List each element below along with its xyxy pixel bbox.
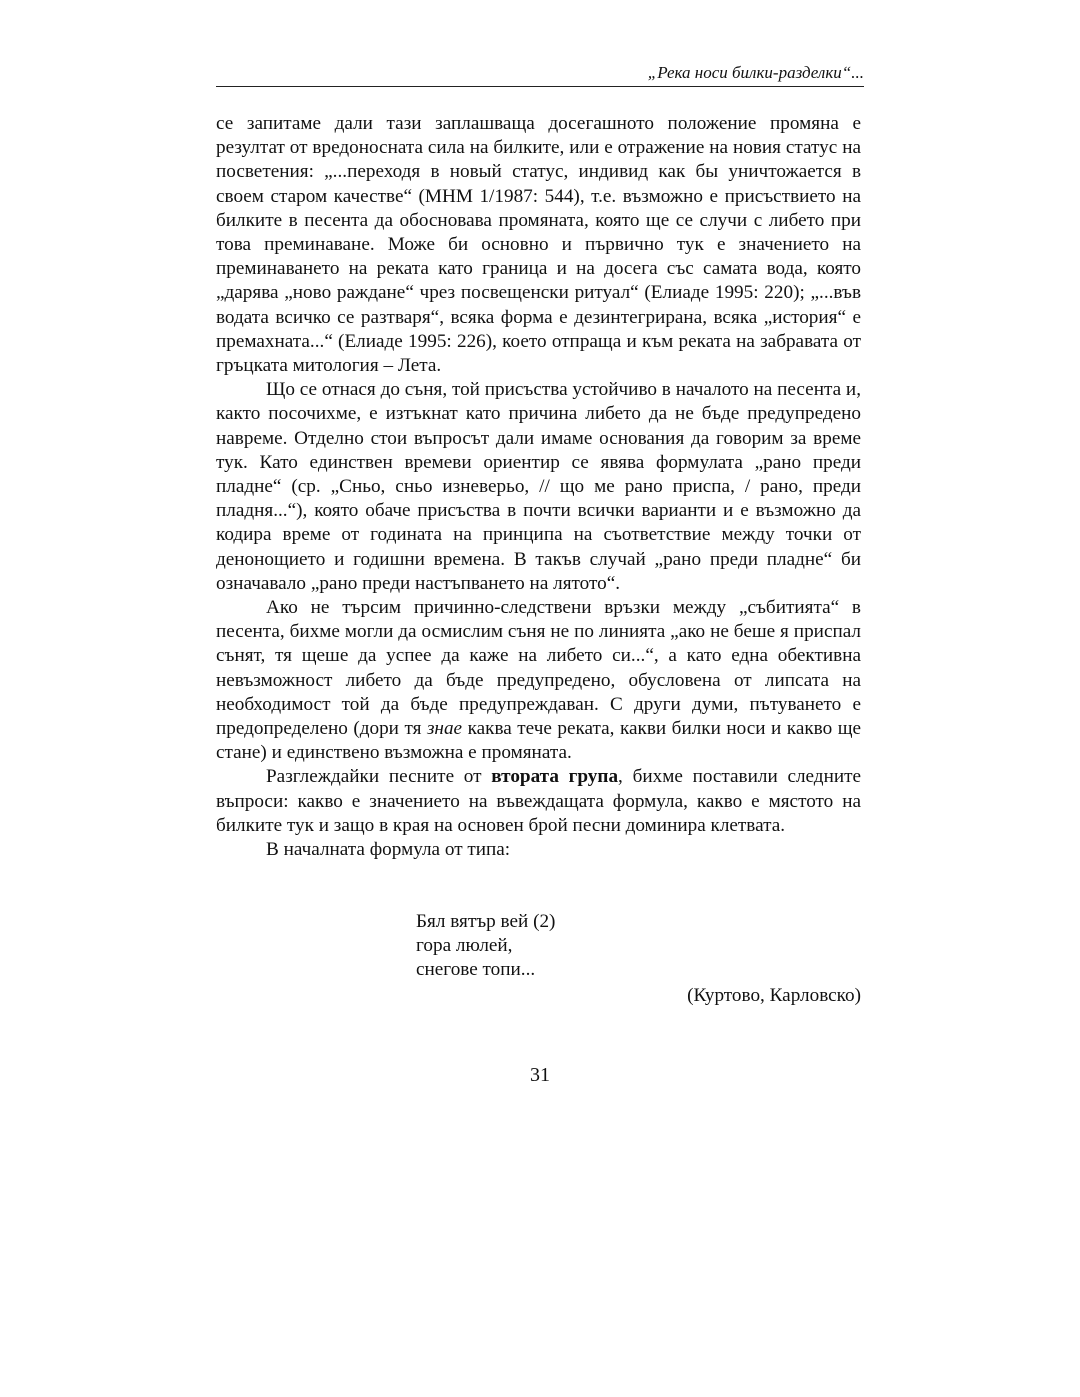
verse-quote — [416, 910, 861, 982]
verse-line-3: снегове топи... — [416, 959, 536, 981]
paragraph-3-italic-word: знае — [426, 718, 463, 740]
paragraph-4 — [216, 765, 861, 838]
verse-source: (Куртово, Карловско) — [687, 985, 861, 1007]
running-header — [216, 62, 864, 87]
verse-line-2: гора люлей, — [416, 935, 513, 957]
paragraph-3-text-a: Ако не търсим причинно-следствени връзки между „събитията“ в песента, бихме могли да осмислим съня не по линията „ако не беше я приспал сънят, тя щеше да успее да каже на либето си...“, а като една обективна невъзможност либето да бъде предупредено, обусловена от липсата на необходимост той да бъде предупреждаван. С други думи, пътуването е предопределено (дори тя — [216, 597, 861, 740]
paragraph-4-text-b: , бихме поставили следните въпроси: какво е значението на въвеждащата формула, какво е мястото на билките тук и защо в края на основен брой песни доминира клетвата. — [216, 766, 862, 836]
running-title: „Река носи билки-разделки“... — [647, 63, 864, 82]
paragraph-4-bold-term: втората група — [491, 766, 619, 788]
paragraph-3-text-b: каква тече реката, какви билки носи и какво ще стане) и единствено възможна е промяната. — [216, 718, 861, 764]
paragraph-3 — [216, 596, 861, 765]
paragraph-5: В началната формула от типа: — [266, 839, 511, 861]
paragraph-1: се запитаме дали тази заплашваща досегашното положение промяна е резултат от вредоносната сила на билките, или е отражение на новия статус на посветения: „...переходя в новый статус, индивид как бы уничтожается в своем старом качестве“ (МНМ 1/1987: 544), т.е. възможно е присъствието на билките в песента да обосновава промяната, която ще се случи с либето при това преминаване. Може би основно и първично тук е значението на преминаването на реката като граница и на досега със самата вода, която „дарява „ново раждане“ чрез посвещенски ритуал“ (Елиаде 1995: 220); „...във водата всичко се разтваря“, всяка форма е дезинтегрирана, всяка „история“ е премахната...“ (Елиаде 1995: 226), което отпраща и към реката на забравата от гръцката митология – Лета. — [216, 113, 861, 377]
paragraph-2: Що се отнася до съня, той присъства устойчиво в началото на песента и, както посочихме, е изтъкнат като причина либето да не бъде предупредено навреме. Отделно стои въпросът дали имаме основания да говорим за време тук. Като единствен времеви ориентир се явява формулата „рано преди пладне“ (ср. „Сньо, сньо изневерьо, // що ме рано приспа, / рано, преди пладня...“), която обаче присъства в почти всички варианти и е възможно да кодира време от годината на принципа на съответствие между точки от денонощието и годишни времена. В такъв случай „рано преди пладне“ би означавало „рано преди настъпването на лятото“. — [216, 379, 861, 594]
main-text — [216, 112, 861, 1009]
verse-line-1: Бял вятър вей (2) — [416, 911, 556, 933]
page-number: 31 — [530, 1064, 550, 1086]
paragraph-4-text-a: Разглеждайки песните от — [266, 766, 492, 788]
